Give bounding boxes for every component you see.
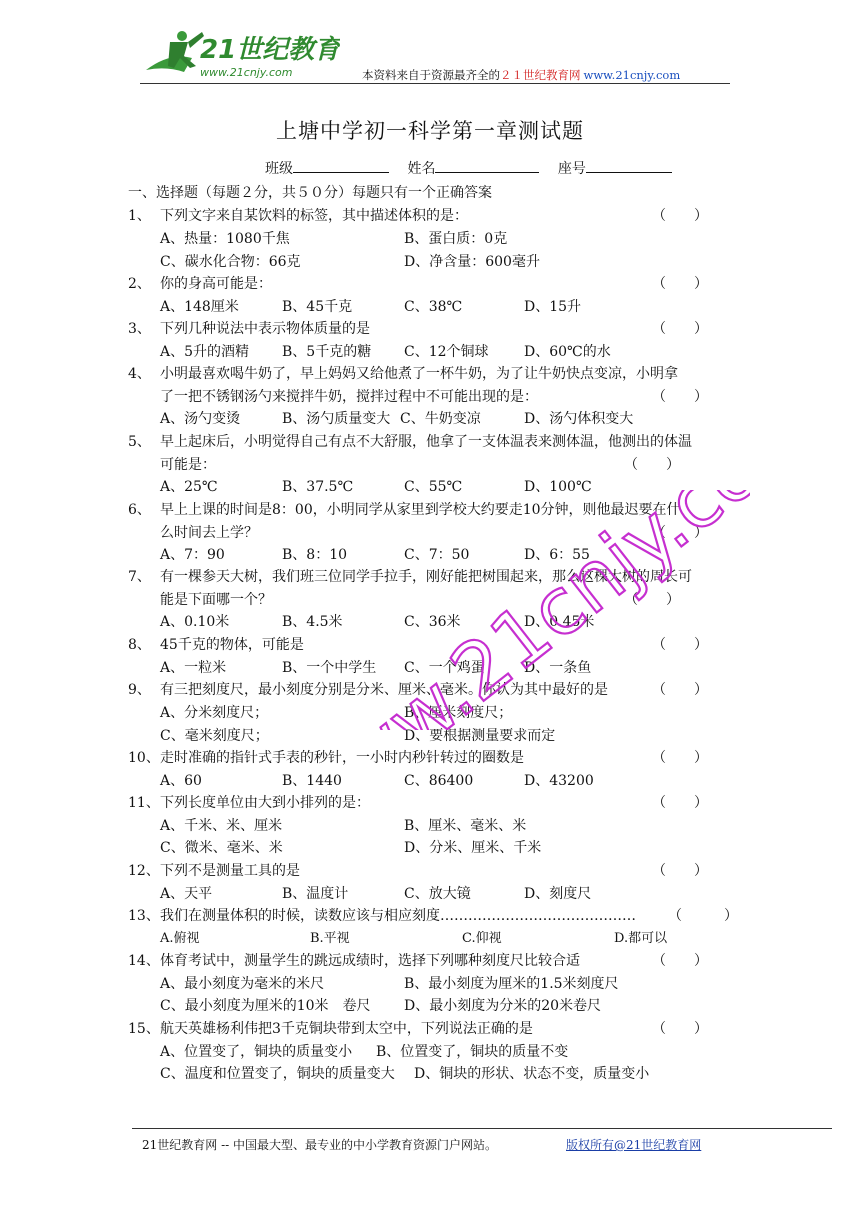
answer-option[interactable]: C、牛奶变凉 (400, 411, 481, 427)
question-number: 1、 (128, 208, 151, 224)
answer-option[interactable]: A、0.10米 (160, 614, 230, 630)
answer-blank[interactable]: （ ） (624, 456, 680, 473)
answer-option[interactable]: A.俯视 (160, 931, 200, 946)
footer-copyright-link[interactable]: 版权所有@21世纪教育网 (566, 1138, 702, 1152)
logo-url: www.21cnjy.com (200, 66, 293, 79)
answer-blank[interactable]: （ ） (652, 276, 708, 292)
section-heading: 一、选择题（每题２分，共５０分）每题只有一个正确答案 (128, 185, 492, 201)
answer-option[interactable]: B、厘米刻度尺； (404, 705, 513, 721)
answer-option[interactable]: C、放大镜 (404, 886, 471, 902)
answer-option[interactable]: B、37.5℃ (282, 479, 354, 495)
question-text: 航天英雄杨利伟把3千克铜块带到太空中，下列说法正确的是 (160, 1021, 533, 1037)
question-text: 可能是： (160, 456, 216, 473)
question-number: 11、 (128, 795, 160, 811)
seat-blank[interactable] (586, 158, 672, 173)
answer-option[interactable]: D、分米、厘米、千米 (404, 840, 542, 856)
answer-option[interactable]: A、一粒米 (160, 660, 227, 676)
answer-option[interactable]: C、38℃ (404, 299, 463, 315)
question-text: 我们在测量体积的时候，读数应该与相应刻度…………………………………… (160, 908, 636, 924)
answer-option[interactable]: B、温度计 (282, 886, 349, 902)
question-text: 能是下面哪一个？ (160, 591, 272, 608)
answer-option[interactable]: B、5千克的糖 (282, 344, 372, 360)
name-blank[interactable] (435, 158, 539, 173)
question-number: 13、 (128, 908, 160, 924)
seat-label: 座号 (557, 161, 586, 177)
answer-option[interactable]: C、碳水化合物：66克 (160, 254, 301, 270)
answer-option[interactable]: B、最小刻度为厘米的1.5米刻度尺 (404, 976, 619, 992)
answer-blank[interactable]: （ ） (668, 908, 738, 924)
name-label: 姓名 (407, 161, 436, 177)
question-text: 早上上课的时间是8：00，小明同学从家里到学校大约要走10分钟，则他最迟要在什 (160, 502, 681, 518)
answer-option[interactable]: D、一条鱼 (524, 660, 592, 676)
answer-blank[interactable]: （ ） (624, 591, 680, 608)
answer-option[interactable]: C、55℃ (404, 479, 463, 495)
question-number: 5、 (128, 434, 151, 450)
answer-option[interactable]: B、8：10 (282, 547, 348, 563)
question-text: 45千克的物体，可能是 (160, 637, 304, 653)
answer-option[interactable]: C、36米 (404, 614, 461, 630)
answer-blank[interactable]: （ ） (652, 208, 708, 224)
answer-option[interactable]: A、最小刻度为毫米的米尺 (160, 976, 325, 992)
answer-option[interactable]: B、厘米、毫米、米 (404, 818, 527, 834)
answer-option[interactable]: D.都可以 (614, 931, 668, 946)
site-logo (140, 22, 340, 86)
header-divider (140, 83, 730, 84)
question-number: 9、 (128, 682, 151, 698)
answer-option[interactable]: B、45千克 (282, 299, 353, 315)
answer-blank[interactable]: （ ） (652, 795, 708, 811)
answer-option[interactable]: D、刻度尺 (524, 886, 592, 902)
answer-option[interactable]: D、净含量：600毫升 (404, 254, 540, 270)
footer-text: 21世纪教育网 -- 中国最大型、最专业的中小学教育资源门户网站。 (142, 1138, 498, 1152)
answer-option[interactable]: A、60 (160, 773, 202, 789)
question-number: 4、 (128, 366, 151, 382)
answer-option[interactable]: D、0.45米 (524, 614, 595, 630)
answer-blank[interactable]: （ ） (652, 524, 708, 541)
question-text: 下列几种说法中表示物体质量的是 (160, 321, 370, 337)
answer-option[interactable]: C、12个铜球 (404, 344, 489, 360)
answer-blank[interactable]: （ ） (652, 953, 708, 969)
question-text: 小明最喜欢喝牛奶了，早上妈妈又给他煮了一杯牛奶，为了让牛奶快点变凉，小明拿 (160, 366, 678, 382)
question-text: 下列长度单位由大到小排列的是： (160, 795, 370, 811)
answer-option[interactable]: A、148厘米 (160, 299, 239, 315)
answer-option[interactable]: C、毫米刻度尺； (160, 728, 269, 744)
answer-option[interactable]: A、25℃ (160, 479, 218, 495)
answer-option[interactable]: C、一个鸡蛋 (404, 660, 485, 676)
answer-blank[interactable]: （ ） (652, 388, 708, 405)
question-number: 8、 (128, 637, 151, 653)
answer-option[interactable]: B、汤勺质量变大 (282, 411, 391, 427)
answer-option[interactable]: D、汤勺体积变大 (524, 411, 634, 427)
answer-option[interactable]: D、6：55 (524, 547, 590, 563)
answer-option[interactable]: A、7：90 (160, 547, 225, 563)
question-text: 下列不是测量工具的是 (160, 863, 300, 879)
footer-divider (132, 1128, 832, 1129)
answer-option[interactable]: A、汤勺变烫 (160, 411, 241, 427)
answer-option[interactable]: A、分米刻度尺； (160, 705, 269, 721)
question-text: 有三把刻度尺，最小刻度分别是分米、厘米、毫米。你认为其中最好的是 (160, 682, 608, 698)
answer-blank[interactable]: （ ） (652, 321, 708, 337)
answer-option[interactable]: B、位置变了，铜块的质量不变 (376, 1044, 569, 1060)
answer-option[interactable]: B、一个中学生 (282, 660, 377, 676)
question-text: 了一把不锈钢汤勺来搅拌牛奶，搅拌过程中不可能出现的是： (160, 388, 538, 405)
answer-option[interactable]: D、最小刻度为分米的20米卷尺 (404, 998, 602, 1014)
header-note (362, 67, 680, 83)
question-text: 走时准确的指针式手表的秒针，一小时内秒针转过的圈数是 (160, 750, 524, 766)
header-site-link[interactable]: ２１世纪教育网 (500, 68, 581, 82)
answer-option[interactable]: C、温度和位置变了，铜块的质量变大 (160, 1066, 395, 1082)
student-info-fields (265, 158, 686, 178)
answer-option[interactable]: C、最小刻度为厘米的10米 卷尺 (160, 998, 371, 1014)
answer-blank[interactable]: （ ） (652, 750, 708, 766)
runner-figure-icon (146, 31, 204, 72)
logo-text: 21世纪教育 (200, 35, 340, 65)
class-blank[interactable] (293, 158, 389, 173)
question-number: 2、 (128, 276, 151, 292)
answer-option[interactable]: A、热量：1080千焦 (160, 231, 290, 247)
answer-option[interactable]: D、43200 (524, 773, 594, 789)
answer-option[interactable]: A、位置变了，铜块的质量变小 (160, 1044, 353, 1060)
answer-option[interactable]: D、要根据测量要求而定 (404, 728, 556, 744)
question-text: 下列文字来自某饮料的标签，其中描述体积的是： (160, 208, 468, 224)
question-number: 3、 (128, 321, 151, 337)
answer-option[interactable]: D、100℃ (524, 479, 592, 495)
question-text: 你的身高可能是： (160, 276, 272, 292)
answer-blank[interactable]: （ ） (652, 637, 708, 653)
header-url-link[interactable]: www.21cnjy.com (583, 68, 681, 82)
question-number: 6、 (128, 502, 151, 518)
question-number: 10、 (128, 750, 160, 766)
answer-option[interactable]: C、微米、毫米、米 (160, 840, 283, 856)
answer-option[interactable]: C、7：50 (404, 547, 470, 563)
answer-option[interactable]: B、4.5米 (282, 614, 343, 630)
answer-option[interactable]: D、15升 (524, 299, 582, 315)
answer-option[interactable]: B、1440 (282, 773, 342, 789)
answer-option[interactable]: A、千米、米、厘米 (160, 818, 283, 834)
question-number: 7、 (128, 569, 151, 585)
question-text: 体育考试中，测量学生的跳远成绩时，选择下列哪种刻度尺比较合适 (160, 953, 580, 969)
answer-option[interactable]: D、60℃的水 (524, 344, 611, 360)
answer-option[interactable]: C、86400 (404, 773, 474, 789)
answer-option[interactable]: A、天平 (160, 886, 213, 902)
question-number: 14、 (128, 953, 160, 969)
watermark-text: www.21cnjy.com (270, 490, 750, 730)
page-title: 上塘中学初一科学第一章测试题 (276, 119, 584, 143)
question-number: 15、 (128, 1021, 160, 1037)
answer-blank[interactable]: （ ） (652, 682, 708, 698)
class-label: 班级 (265, 161, 293, 177)
answer-option[interactable]: D、铜块的形状、状态不变，质量变小 (414, 1066, 650, 1082)
header-note-prefix: 本资料来自于资源最齐全的 (362, 68, 500, 82)
answer-blank[interactable]: （ ） (652, 863, 708, 879)
answer-option[interactable]: C.仰视 (462, 931, 502, 946)
question-text: 么时间去上学？ (160, 524, 258, 541)
question-number: 12、 (128, 863, 160, 879)
question-text: 早上起床后，小明觉得自己有点不大舒服，他拿了一支体温表来测体温，他测出的体温 (160, 434, 692, 450)
answer-option[interactable]: A、5升的酒精 (160, 344, 250, 360)
question-text: 有一棵参天大树，我们班三位同学手拉手，刚好能把树围起来，那么这棵大树的周长可 (160, 569, 692, 585)
answer-option[interactable]: B.平视 (310, 931, 350, 946)
answer-option[interactable]: B、蛋白质：0克 (404, 231, 508, 247)
answer-blank[interactable]: （ ） (652, 1021, 708, 1037)
